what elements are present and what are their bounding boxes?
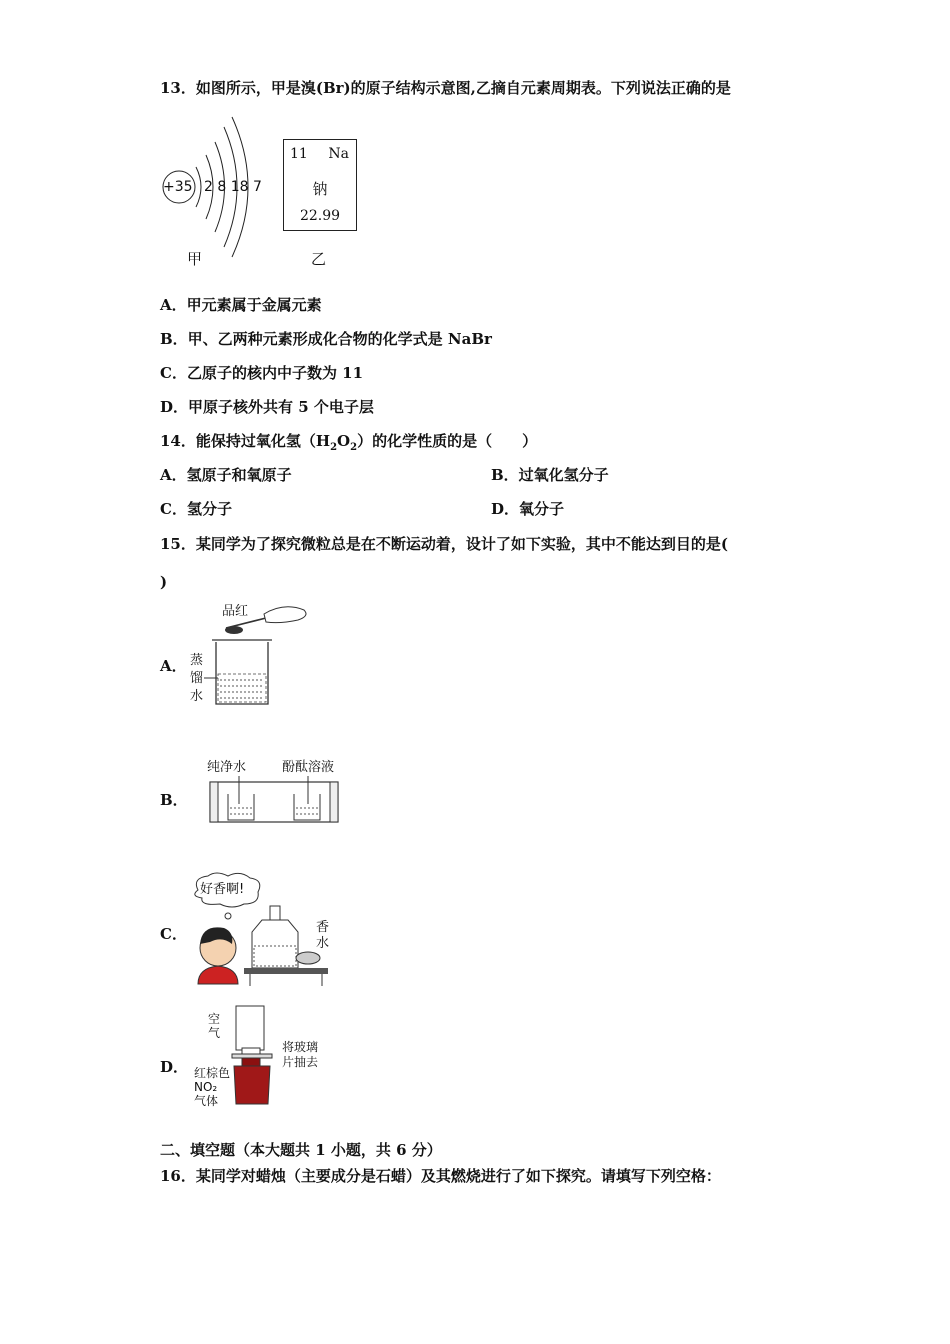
gas-label-3: 气体 bbox=[194, 1094, 219, 1108]
q14-option-b: B．过氧化氢分子 bbox=[491, 466, 609, 484]
q15-stem-end: ) bbox=[160, 573, 168, 591]
air-label-2: 气 bbox=[208, 1026, 221, 1040]
q13-option-b: B．甲、乙两种元素形成化合物的化学式是 NaBr bbox=[160, 330, 492, 348]
section2-heading: 二、填空题（本大题共 1 小题，共 6 分） bbox=[160, 1141, 442, 1159]
gas-label-2: NO₂ bbox=[194, 1080, 218, 1094]
water-label-3: 水 bbox=[190, 689, 204, 704]
pinhong-label: 品红 bbox=[222, 604, 249, 619]
element-caption: 乙 bbox=[311, 250, 327, 268]
atom-caption: 甲 bbox=[187, 250, 203, 268]
q15-stem: 15．某同学为了探究微粒总是在不断运动着，设计了如下实验，其中不能达到目的是( bbox=[160, 535, 728, 553]
element-number: 11 bbox=[290, 146, 308, 162]
q13-option-c: C．乙原子的核内中子数为 11 bbox=[160, 364, 364, 382]
element-symbol: Na bbox=[328, 146, 349, 162]
gas-label-1: 红棕色 bbox=[194, 1066, 231, 1080]
air-label-1: 空 bbox=[208, 1012, 221, 1026]
atom-nucleus: +35 bbox=[163, 179, 193, 195]
beaker-pinhong-figure bbox=[188, 598, 318, 720]
tube-beakers-figure bbox=[206, 776, 342, 832]
element-card bbox=[283, 139, 357, 231]
atom-shells: 2 8 18 7 bbox=[204, 179, 262, 195]
q14-option-d: D．氧分子 bbox=[491, 500, 565, 518]
pure-water-label: 纯净水 bbox=[207, 760, 247, 775]
phenolphthalein-label: 酚酞溶液 bbox=[282, 760, 335, 775]
element-name: 钠 bbox=[312, 180, 328, 198]
no2-diffusion-figure bbox=[228, 1004, 278, 1112]
bubble-text: 好香啊! bbox=[200, 882, 245, 897]
q13-option-a: A．甲元素属于金属元素 bbox=[160, 296, 322, 314]
q14-stem: 14．能保持过氧化氢$(H_2O_2)$的化学性质的是（ ） bbox=[160, 432, 538, 453]
q16-stem: 16．某同学对蜡烛（主要成分是石蜡）及其燃烧进行了如下探究。请填写下列空格： bbox=[160, 1167, 721, 1185]
q13-stem: 13．如图所示，甲是溴(Br)的原子结构示意图,乙摘自元素周期表。下列说法正确的是 bbox=[160, 79, 731, 97]
q15-option-a-label: A． bbox=[160, 657, 187, 675]
q15-option-c-label: C． bbox=[160, 925, 187, 943]
q15-option-d-label: D． bbox=[160, 1058, 189, 1076]
water-label-2: 馏 bbox=[190, 671, 204, 686]
perfume-label-2: 水 bbox=[316, 936, 330, 951]
q14-option-a: A．氢原子和氧原子 bbox=[160, 466, 292, 484]
glass-note-2: 片抽去 bbox=[282, 1055, 319, 1069]
perfume-label-1: 香 bbox=[316, 920, 330, 935]
element-mass: 22.99 bbox=[299, 208, 341, 224]
q15-option-b-label: B． bbox=[160, 791, 188, 809]
glass-note-1: 将玻璃 bbox=[282, 1040, 319, 1054]
water-label-1: 蒸 bbox=[190, 653, 204, 668]
q14-option-c: C．氢分子 bbox=[160, 500, 232, 518]
q13-option-d: D．甲原子核外共有 5 个电子层 bbox=[160, 398, 374, 416]
